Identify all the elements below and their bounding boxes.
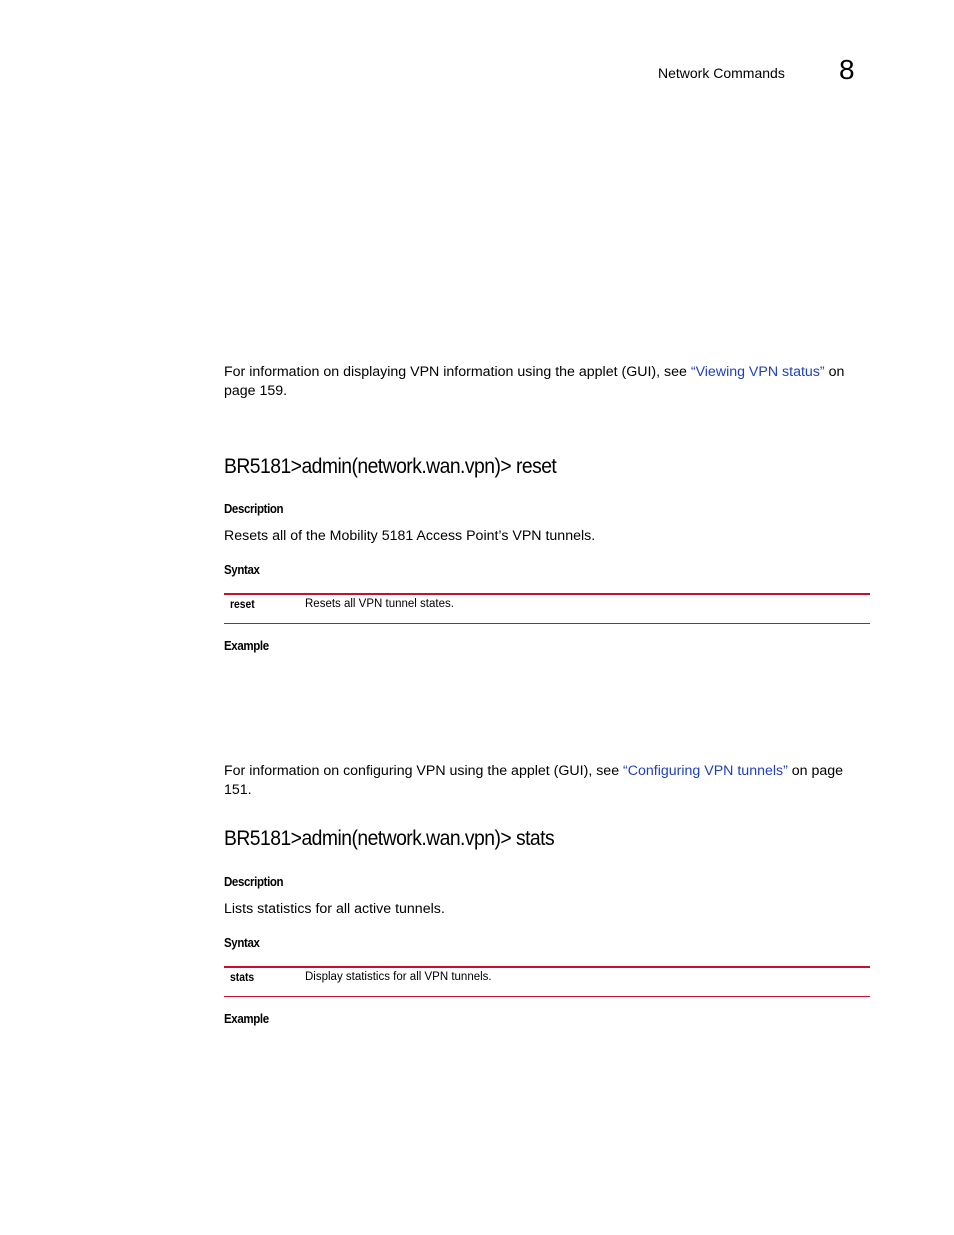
configuring-vpn-tunnels-link[interactable]: “Configuring VPN tunnels” [623,763,788,779]
intro-text-after: on page 159. [224,364,845,399]
reset-description-label: Description [224,502,284,516]
running-header-title: Network Commands [658,65,785,81]
table-row [224,595,870,623]
syntax-command: reset [230,599,255,611]
stats-description-label: Description [224,875,284,889]
stats-syntax-table [224,966,870,997]
footnote-text-before: For information on configuring VPN using the applet (GUI), see [224,763,624,779]
syntax-description: Display statistics for all VPN tunnels. [305,971,492,983]
viewing-vpn-status-link[interactable]: “Viewing VPN status” [690,364,825,380]
reset-description: Resets all of the Mobility 5181 Access Point’s VPN tunnels. [224,528,596,544]
footnote-text-after: on page 151. [224,763,844,798]
reset-syntax-table [224,593,870,624]
intro-paragraph [224,363,870,401]
reset-footnote-paragraph [224,762,870,800]
reset-example-label: Example [224,639,269,653]
table-row [224,968,870,996]
stats-description: Lists statistics for all active tunnels. [224,901,445,917]
reset-syntax-label: Syntax [224,563,260,577]
chapter-number: 8 [839,54,855,85]
intro-text-before: For information on displaying VPN information using the applet (GUI), see [224,364,691,380]
syntax-description: Resets all VPN tunnel states. [305,598,454,610]
stats-syntax-label: Syntax [224,936,260,950]
reset-section-title: BR5181>admin(network.wan.vpn)> reset [224,454,557,478]
syntax-command: stats [230,972,255,984]
stats-example-label: Example [224,1012,269,1026]
stats-section-title: BR5181>admin(network.wan.vpn)> stats [224,826,555,850]
